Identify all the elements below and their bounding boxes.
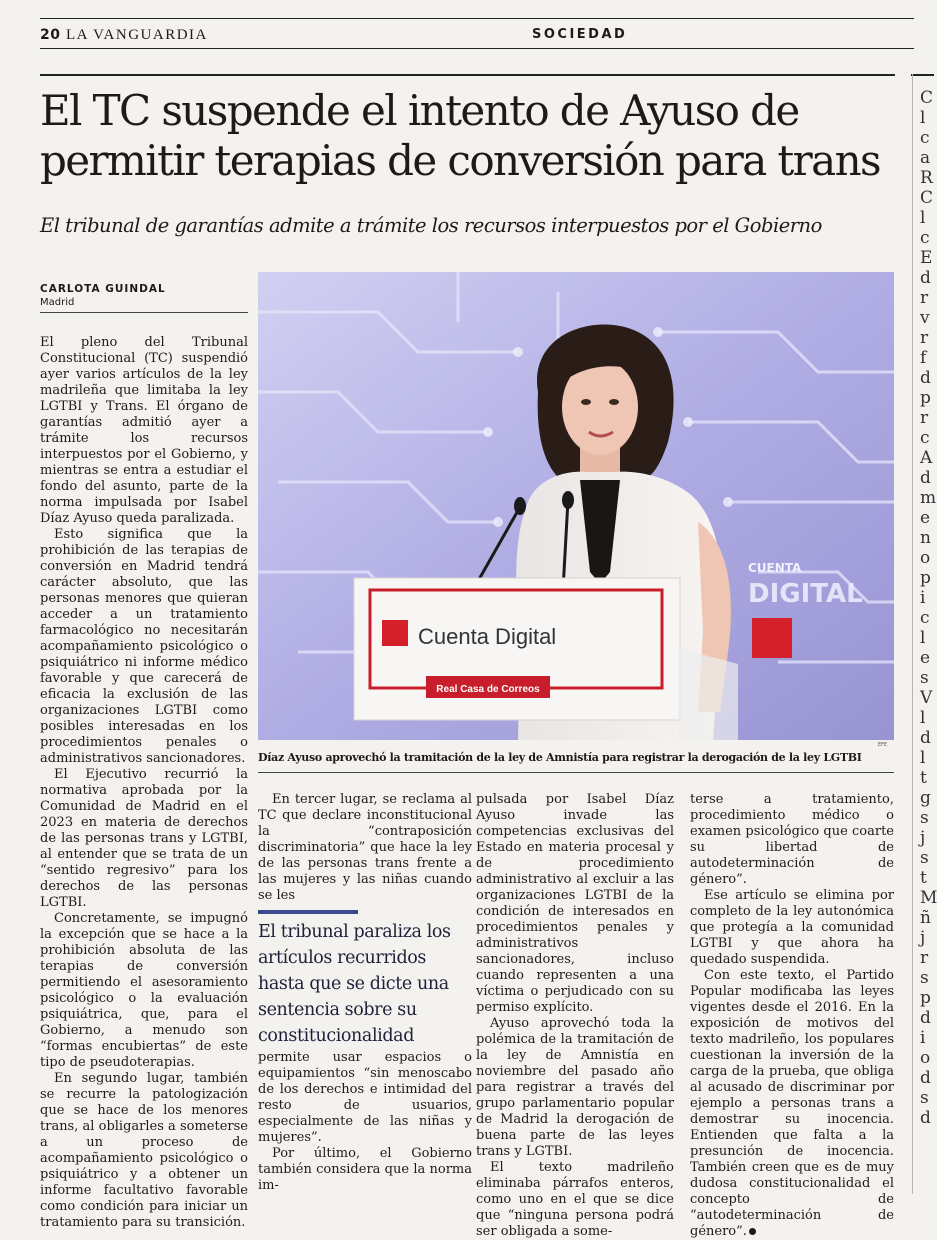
- madrid-logo-lectern: [382, 620, 408, 646]
- paragraph: Por último, el Gobierno también considera que la norma im-: [258, 1146, 472, 1193]
- masthead-bottom-rule: [40, 48, 914, 49]
- headline-line-1: El TC suspende el intento de Ayuso de: [40, 86, 799, 135]
- byline-rule: [40, 312, 248, 313]
- paragraph: permite usar espacios o equipamientos “sin menoscabo de los derechos e intimidad del resto de usuarios, especialmente de las niñas y mujeres”.: [258, 1050, 472, 1145]
- paragraph: En tercer lugar, se reclama al TC que declare inconstitucional la “contraposición discriminatoria” que hace la ley de las personas trans frente a las mujeres y las niñas cuando se les: [258, 792, 472, 903]
- paragraph: [690, 968, 894, 1240]
- headline: [40, 86, 910, 186]
- madrid-logo-screen: [752, 618, 792, 658]
- paragraph: El Ejecutivo recurrió la normativa aprobada por la Comunidad de Madrid en el 2023 en materia de derechos de las personas trans y LGTBI, al entender que se trata de un “sentido regresivo” para los derechos de las personas LGTBI.: [40, 767, 248, 910]
- paragraph: pulsada por Isabel Díaz Ayuso invade las competencias exclusivas del Estado en materia procesal y de procedimiento administrativo al excluir a las organizaciones LGTBI de la condición de interesados en procedimientos penales y administrativos sancionadores, incluso cuando representen a una víctima o perjudicado con su permiso explícito.: [476, 792, 674, 1015]
- lectern: [354, 578, 738, 740]
- next-article-fragment: C l c a R C l c E d r v r f d p r c A d m e n o p i c l e s V l d l t g s j s t M ñ j r s p d i o d s d: [920, 88, 937, 1128]
- photo-illustration: [258, 272, 894, 740]
- pull-quote: El tribunal paraliza los artículos recurridos hasta que se dicte una sentencia sobre su constitucionalidad: [258, 922, 451, 1046]
- next-article-rule: [911, 74, 934, 76]
- paragraph: El pleno del Tribunal Constitucional (TC) suspendió ayer varios artículos de la ley madrileña que limitaba la ley LGTBI y Trans. El órgano de garantías admitió ayer a trámite los recursos interpuestos por el Gobierno, y mientras se entra a estudiar el fondo del asunto, parte de la norma impulsada por Isabel Díaz Ayuso queda paralizada.: [40, 335, 248, 526]
- paragraph: Ayuso aprovechó toda la polémica de la tramitación de la ley de Amnistía en noviembre del pasado año para registrar a través del grupo parlamentario popular de Madrid la derogación de buena parte de las leyes trans y LGTBI.: [476, 1016, 674, 1159]
- body-column-1: [40, 335, 248, 1230]
- caption-rule: [258, 772, 894, 773]
- column-divider: [912, 74, 913, 1194]
- photo-caption: Díaz Ayuso aprovechó la tramitación de la ley de Amnistía para registrar la derogación de la ley LGTBI: [258, 751, 862, 764]
- paragraph: En segundo lugar, también se recurre la patologización que se hace de los menores trans, al obligarles a someterse a un proceso de acompañamiento psicológico o psiquiátrico y a obtener un informe facultativo favorable como condición para iniciar un tratamiento para su transición.: [40, 1071, 248, 1230]
- lectern-sign: Cuenta Digital: [418, 624, 557, 649]
- body-column-4: [690, 792, 894, 1239]
- paragraph: Ese artículo se elimina por completo de la ley autonómica que protegía a la comunidad LGTBI y que ahora ha quedado suspendida.: [690, 888, 894, 967]
- final-paragraph-text: Con este texto, el Partido Popular modificaba las leyes vigentes desde el 2016. En la exposición de motivos del texto madrileño, los populares cuestionan la inversión de la carga de la prueba, que obliga al acusado de discriminar por ejemplo a personas trans a demostrar su inocencia. Entienden que falta a la presunción de inocencia. También creen que es de muy dudosa constitucionalidad el concepto de “autodeterminación de género”.: [690, 968, 894, 1239]
- paragraph: El texto madrileño eliminaba párrafos enteros, como uno en el que se dice que “ninguna persona podrá ser obligada a some-: [476, 1160, 674, 1239]
- subheadline: El tribunal de garantías admite a trámite los recursos interpuestos por el Gobierno: [40, 214, 822, 237]
- body-column-2: [258, 792, 472, 904]
- paragraph: Concretamente, se impugnó la excepción que se hace a la prohibición absoluta de las terapias de conversión permitiendo el asesoramiento psicológico o la evaluación psiquiátrica, que, para el Gobierno, a menudo son “formas encubiertas” de este tipo de pseudoterapias.: [40, 911, 248, 1070]
- masthead-top-rule: [40, 18, 914, 19]
- author-name: CARLOTA GUINDAL: [40, 283, 166, 295]
- article-photo: [258, 272, 894, 740]
- screen-text-top: CUENTA: [748, 561, 802, 575]
- photo-credit: EFE: [878, 742, 888, 748]
- end-of-article-mark: [749, 1228, 756, 1235]
- dateline-location: Madrid: [40, 297, 75, 308]
- page-number: 20: [40, 27, 61, 43]
- paragraph: Esto significa que la prohibición de las terapias de conversión en Madrid tendrá carácter absoluto, que las personas menores que quieran acceder a un tratamiento farmacológico no necesitarán acompañamiento psicológico o psiquiátrico ni informe médico favorable y que carecerá de eficacia la exclusión de las organizaciones LGTBI como posibles interesadas en los procedimientos penales o administrativos sancionadores.: [40, 527, 248, 766]
- section-name: SOCIEDAD: [532, 27, 628, 42]
- headline-rule: [40, 74, 895, 76]
- newspaper-name: LA VANGUARDIA: [66, 27, 208, 43]
- paragraph: terse a tratamiento, procedimiento médico o examen psicológico que coarte su libertad de autodeterminación de género”.: [690, 792, 894, 887]
- body-column-2-bottom: [258, 1050, 472, 1193]
- screen-text-main: DIGITAL: [748, 579, 863, 609]
- lectern-subsign: Real Casa de Correos: [436, 684, 540, 695]
- pull-quote-bar: [258, 910, 358, 914]
- body-column-3: [476, 792, 674, 1239]
- headline-line-2: permitir terapias de conversión para trans: [40, 136, 881, 185]
